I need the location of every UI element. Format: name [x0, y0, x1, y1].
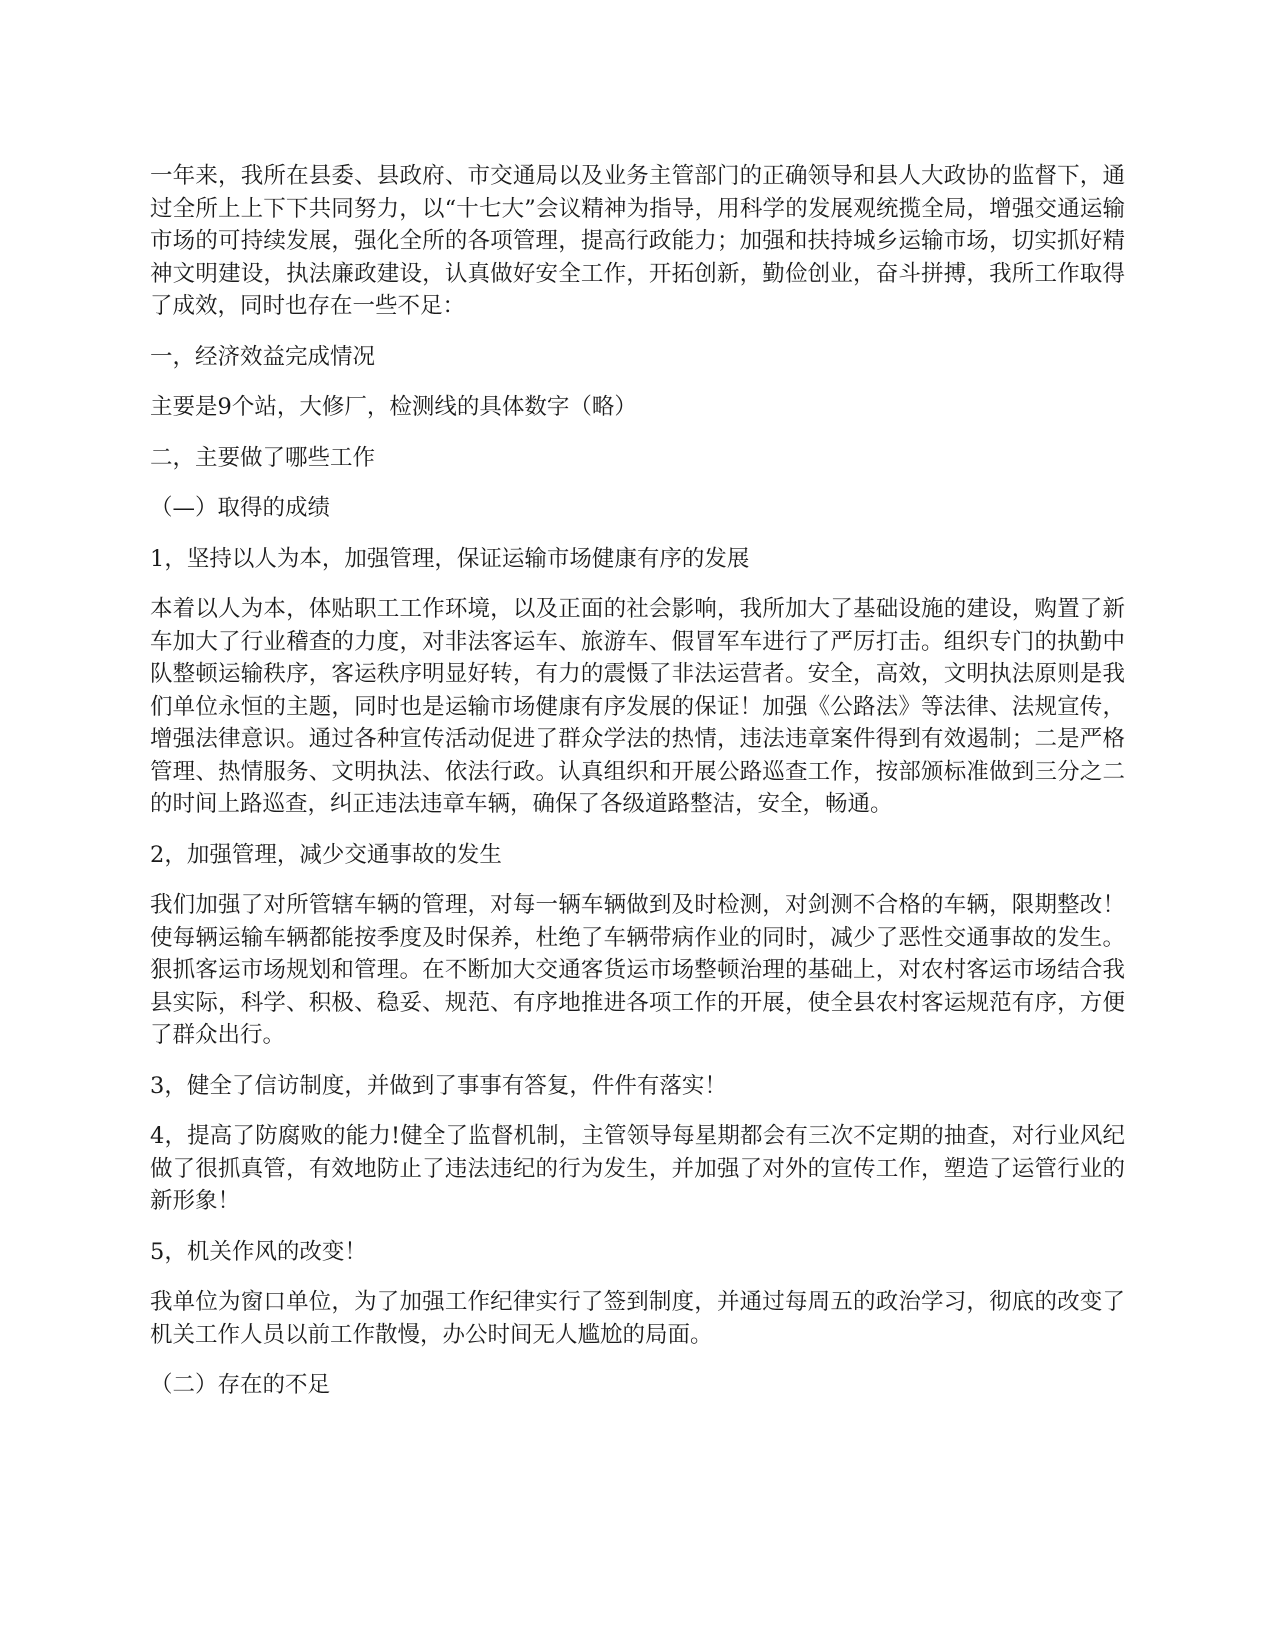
subsection-heading-shortcomings: （二）存在的不足 [150, 1372, 331, 1398]
section-heading-main-work: 二，主要做了哪些工作 [150, 444, 376, 471]
item-heading-5: 5，机关作风的改变！ [150, 1238, 367, 1265]
economic-benefits-text: 主要是9个站，大修厂，检测线的具体数字（略） [150, 394, 637, 420]
item-heading-1: 1，坚持以人为本，加强管理，保证运输市场健康有序的发展 [150, 545, 750, 572]
item-2-paragraph: 我们加强了对所管辖车辆的管理，对每一辆车辆做到及时检测，对剑测不合格的车辆，限期整改！使每辆运输车辆都能按季度及时保养，杜绝了车辆带病作业的同时，减少了恶性交通事故的发生。狠抓客运市场规划和管理。在不断加大交通客货运市场整顿治理的基础上，对农村客运市场结合我县实际，科学、积极、稳妥、规范、有序地推进各项工作的开展，使全县农村客运规范有序，方便了群众出行。 [150, 892, 1125, 1048]
item-heading-3: 3，健全了信访制度，并做到了事事有答复，件件有落实！ [150, 1072, 727, 1099]
item-1-paragraph: 本着以人为本，体贴职工工作环境，以及正面的社会影响，我所加大了基础设施的建设，购置了新车加大了行业稽查的力度，对非法客运车、旅游车、假冒军车进行了严厉打击。组织专门的执勤中队整顿运输秩序，客运秩序明显好转，有力的震慑了非法运营者。安全，高效，文明执法原则是我们单位永恒的主题，同时也是运输市场健康有序发展的保证！加强《公路法》等法律、法规宣传，增强法律意识。通过各种宣传活动促进了群众学法的热情，违法违章案件得到有效遏制；二是严格管理、热情服务、文明执法、依法行政。认真组织和开展公路巡查工作，按部颁标准做到三分之二的时间上路巡查，纠正违法违章车辆，确保了各级道路整洁，安全，畅通。 [150, 596, 1125, 817]
intro-paragraph: 一年来，我所在县委、县政府、市交通局以及业务主管部门的正确领导和县人大政协的监督下，通过全所上上下下共同努力，以“十七大”会议精神为指导，用科学的发展观统揽全局，增强交通运输市场的可持续发展，强化全所的各项管理，提高行政能力；加强和扶持城乡运输市场，切实抓好精神文明建设，执法廉政建设，认真做好安全工作，开拓创新，勤俭创业，奋斗拼搏，我所工作取得了成效，同时也存在一些不足： [150, 163, 1125, 319]
subsection-heading-achievements: （—）取得的成绩 [150, 495, 331, 521]
item-heading-2: 2，加强管理，减少交通事故的发生 [150, 841, 502, 868]
section-heading-economic-benefits: 一，经济效益完成情况 [150, 343, 376, 370]
item-4-paragraph: 4，提高了防腐败的能力!健全了监督机制，主管领导每星期都会有三次不定期的抽查，对行业风纪做了很抓真管，有效地防止了违法违纪的行为发生，并加强了对外的宣传工作，塑造了运管行业的新形象！ [150, 1123, 1125, 1214]
document-body [150, 160, 1125, 1420]
item-5-paragraph: 我单位为窗口单位，为了加强工作纪律实行了签到制度，并通过每周五的政治学习，彻底的改变了机关工作人员以前工作散慢，办公时间无人尴尬的局面。 [150, 1289, 1125, 1348]
